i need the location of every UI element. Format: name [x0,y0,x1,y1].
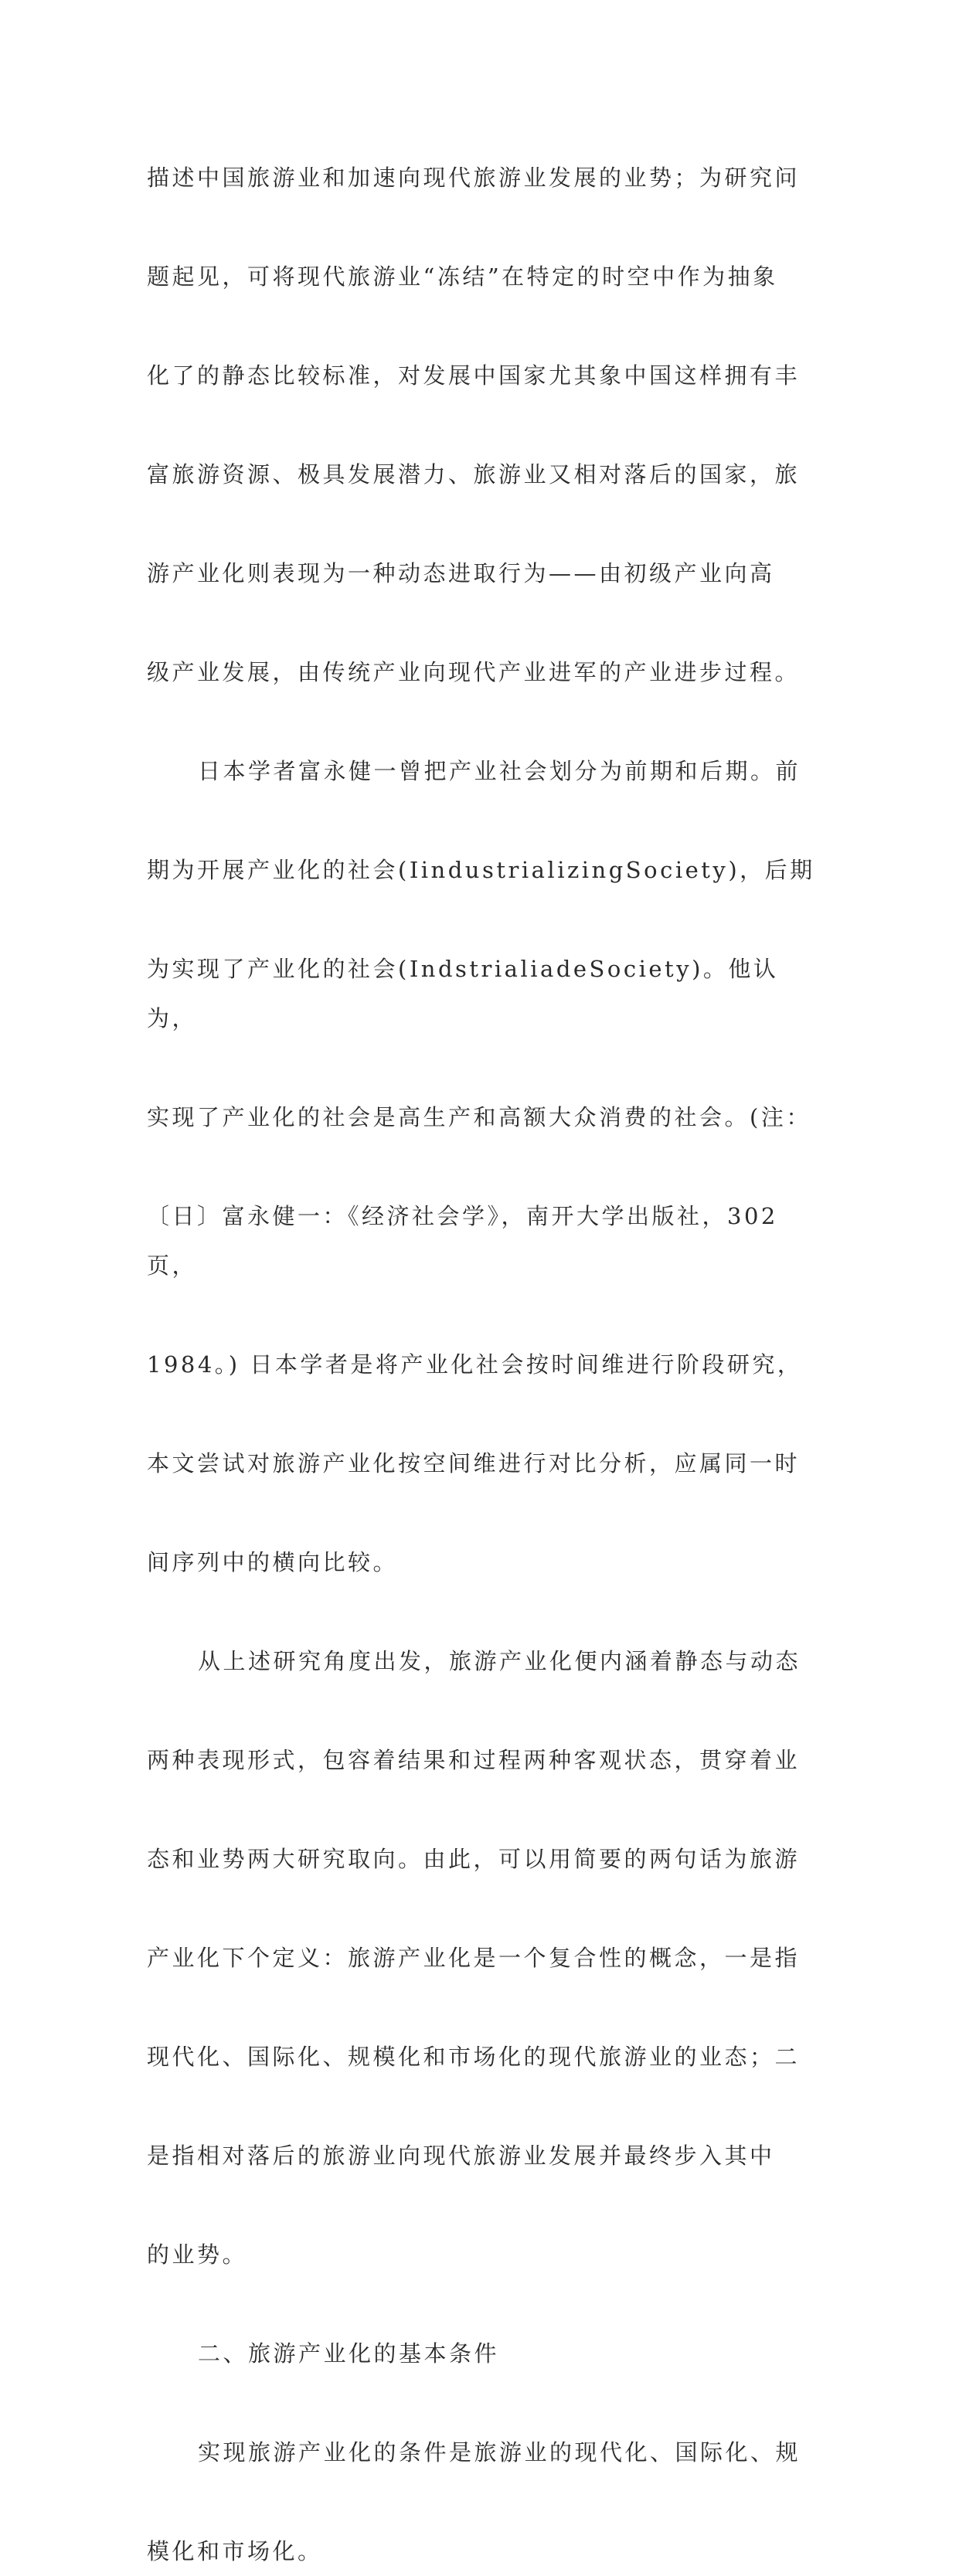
paragraph-3 [147,1587,827,2279]
paragraph-line: 的业势。 [147,2241,248,2268]
paragraph-1 [147,104,827,697]
section-heading-text: 二、旅游产业化的基本条件 [198,2340,500,2367]
paragraph-line: 为实现了产业化的社会(IndstrialiadeSociety)。他认为， [147,956,779,1031]
paragraph-line: 描述中国旅游业和加速向现代旅游业发展的业势；为研究问 [147,165,801,191]
paragraph-line: 间序列中的横向比较。 [147,1549,399,1575]
paragraph-line: 是指相对落后的旅游业向现代旅游业发展并最终步入其中 [147,2143,775,2169]
paragraph-line: 现代化、国际化、规模化和市场化的现代旅游业的业态；二 [147,2044,801,2070]
paragraph-line: 实现了产业化的社会是高生产和高额大众消费的社会。(注： [147,1104,811,1130]
paragraph-line: 富旅游资源、极具发展潜力、旅游业又相对落后的国家，旅 [147,461,801,488]
paragraph-2 [147,697,827,1587]
paragraph-line: 本文尝试对旅游产业化按空间维进行对比分析，应属同一时 [147,1450,801,1477]
section-heading [147,2279,827,2378]
paragraph-line: 从上述研究角度出发，旅游产业化便内涵着静态与动态 [198,1648,801,1674]
paragraph-line: 期为开展产业化的社会(IindustrializingSociety)，后期 [147,857,815,883]
paragraph-line: 产业化下个定义：旅游产业化是一个复合性的概念，一是指 [147,1945,801,1971]
paragraph-line: 模化和市场化。 [147,2538,323,2564]
paragraph-line: 级产业发展，由传统产业向现代产业进军的产业进步过程。 [147,659,801,685]
paragraph-line: 1984。) 日本学者是将产业化社会按时间维进行阶段研究， [147,1351,803,1378]
paragraph-line: 题起见，可将现代旅游业“冻结”在特定的时空中作为抽象 [147,263,778,290]
paragraph-line: 游产业化则表现为一种动态进取行为——由初级产业向高 [147,560,775,586]
paragraph-line: 日本学者富永健一曾把产业社会划分为前期和后期。前 [198,758,801,784]
paragraph-line: 实现旅游产业化的条件是旅游业的现代化、国际化、规 [198,2439,801,2466]
paragraph-4 [147,2378,827,2576]
paragraph-line: 化了的静态比较标准，对发展中国家尤其象中国这样拥有丰 [147,362,801,389]
paragraph-line: 态和业势两大研究取向。由此，可以用简要的两句话为旅游 [147,1846,801,1872]
paragraph-line: 〔日〕富永健一：《经济社会学》，南开大学出版社，302页， [147,1203,778,1279]
paragraph-line: 两种表现形式，包容着结果和过程两种客观状态，贯穿着业 [147,1747,801,1773]
body-text [147,104,827,2576]
